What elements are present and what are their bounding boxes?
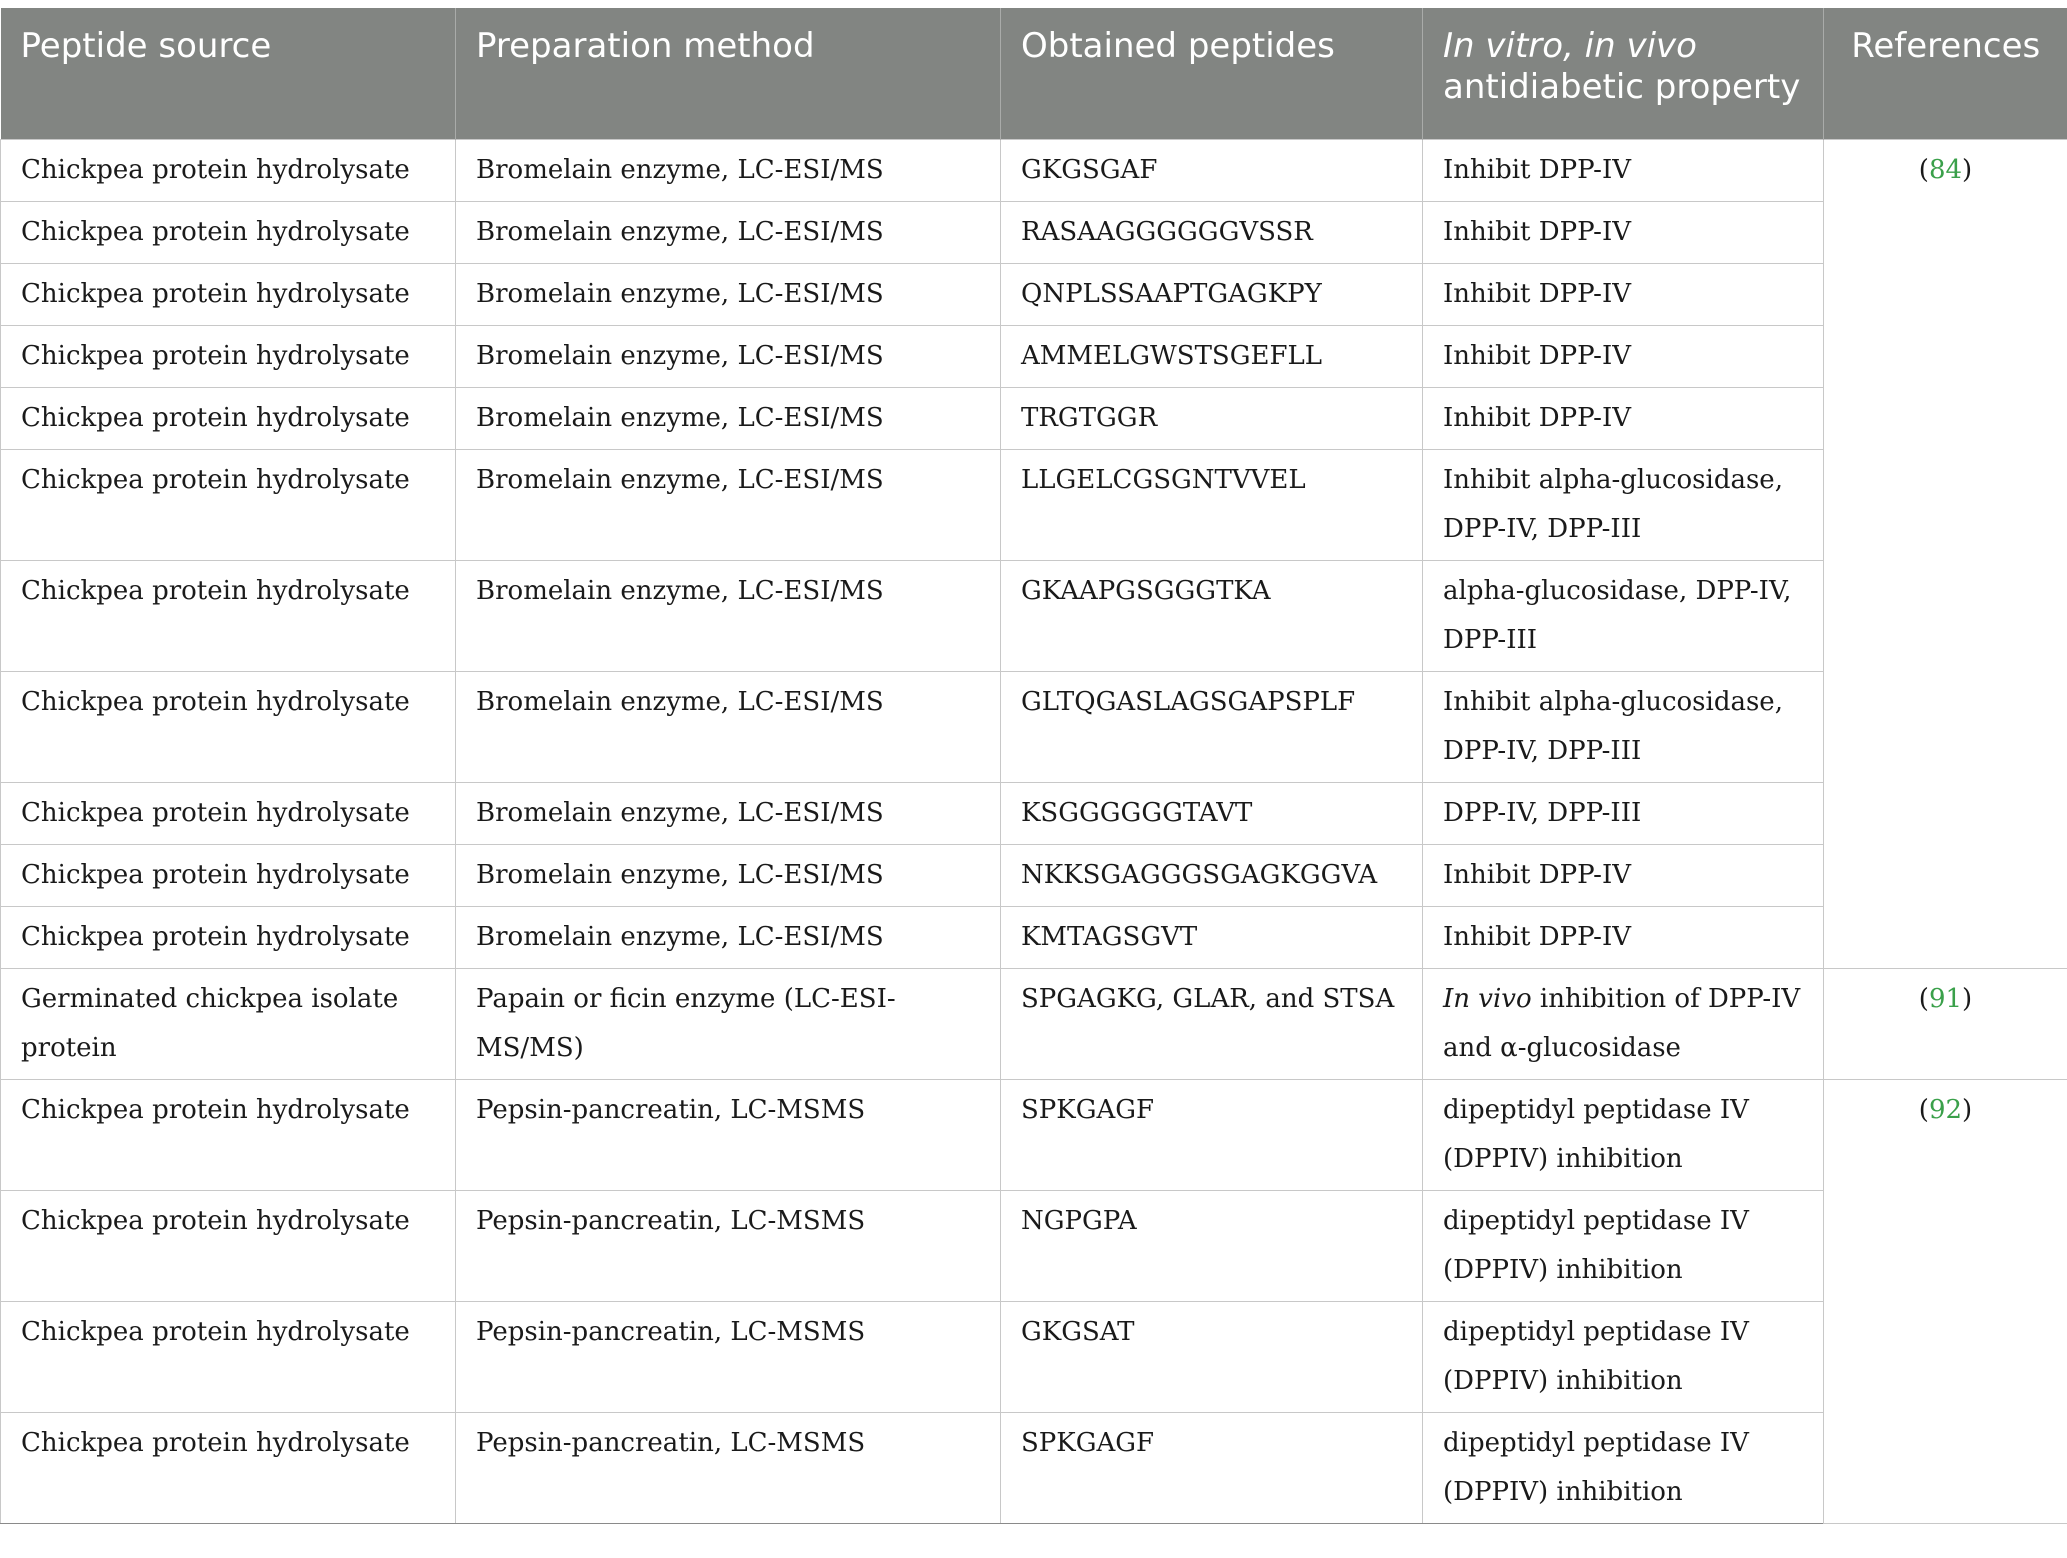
table-row	[1, 671, 2067, 782]
cell-source: Chickpea protein hydrolysate	[1, 263, 456, 325]
cell-source: Chickpea protein hydrolysate	[1, 906, 456, 968]
property-rest: inhibition of DPP-IV and α-glucosidase	[1443, 983, 1801, 1063]
table-row	[1, 906, 2067, 968]
table-row	[1, 560, 2067, 671]
cell-method: Bromelain enzyme, LC-ESI/MS	[456, 387, 1001, 449]
header-antidiabetic-property	[1423, 8, 1824, 139]
cell-peptide: TRGTGGR	[1001, 387, 1423, 449]
cell-peptide: GLTQGASLAGSGAPSPLF	[1001, 671, 1423, 782]
table-row	[1, 387, 2067, 449]
cell-peptide: AMMELGWSTSGEFLL	[1001, 325, 1423, 387]
cell-property: Inhibit DPP-IV	[1423, 325, 1824, 387]
cell-source: Chickpea protein hydrolysate	[1, 201, 456, 263]
table-header	[1, 8, 2067, 139]
cell-method: Bromelain enzyme, LC-ESI/MS	[456, 449, 1001, 560]
cell-property: dipeptidyl peptidase IV (DPPIV) inhibition	[1423, 1301, 1824, 1412]
table-row	[1, 449, 2067, 560]
cell-property: Inhibit DPP-IV	[1423, 906, 1824, 968]
cell-reference: (91)	[1824, 968, 2067, 1079]
cell-peptide: GKAAPGSGGGTKA	[1001, 560, 1423, 671]
cell-peptide: SPGAGKG, GLAR, and STSA	[1001, 968, 1423, 1079]
cell-peptide: NGPGPA	[1001, 1190, 1423, 1301]
cell-source: Chickpea protein hydrolysate	[1, 671, 456, 782]
cell-method: Bromelain enzyme, LC-ESI/MS	[456, 906, 1001, 968]
cell-property: DPP-IV, DPP-III	[1423, 782, 1824, 844]
reference-link[interactable]: 84	[1928, 154, 1963, 185]
table-row	[1, 1079, 2067, 1190]
cell-source: Chickpea protein hydrolysate	[1, 560, 456, 671]
header-references: References	[1824, 8, 2067, 139]
table-row	[1, 1190, 2067, 1301]
cell-reference: (84)	[1824, 139, 2067, 968]
header-property-italic: In vitro, in vivo	[1443, 26, 1697, 66]
table-row	[1, 1412, 2067, 1523]
header-peptide-source: Peptide source	[1, 8, 456, 139]
cell-method: Bromelain enzyme, LC-ESI/MS	[456, 263, 1001, 325]
cell-method: Pepsin-pancreatin, LC-MSMS	[456, 1301, 1001, 1412]
cell-source: Germinated chickpea isolate protein	[1, 968, 456, 1079]
cell-method: Bromelain enzyme, LC-ESI/MS	[456, 325, 1001, 387]
table-row	[1, 263, 2067, 325]
cell-source: Chickpea protein hydrolysate	[1, 1190, 456, 1301]
cell-method: Pepsin-pancreatin, LC-MSMS	[456, 1190, 1001, 1301]
cell-method: Papain or ficin enzyme (LC-ESI-MS/MS)	[456, 968, 1001, 1079]
cell-peptide: GKGSGAF	[1001, 139, 1423, 201]
cell-property: Inhibit DPP-IV	[1423, 263, 1824, 325]
cell-peptide: NKKSGAGGGSGAGKGGVA	[1001, 844, 1423, 906]
cell-method: Pepsin-pancreatin, LC-MSMS	[456, 1079, 1001, 1190]
cell-method: Bromelain enzyme, LC-ESI/MS	[456, 844, 1001, 906]
table-row	[1, 782, 2067, 844]
cell-method: Bromelain enzyme, LC-ESI/MS	[456, 201, 1001, 263]
header-preparation-method: Preparation method	[456, 8, 1001, 139]
cell-property: alpha-glucosidase, DPP-IV, DPP-III	[1423, 560, 1824, 671]
cell-source: Chickpea protein hydrolysate	[1, 1301, 456, 1412]
peptide-table	[0, 8, 2067, 1524]
cell-property: Inhibit DPP-IV	[1423, 387, 1824, 449]
cell-method: Bromelain enzyme, LC-ESI/MS	[456, 560, 1001, 671]
cell-property: dipeptidyl peptidase IV (DPPIV) inhibition	[1423, 1190, 1824, 1301]
cell-source: Chickpea protein hydrolysate	[1, 1079, 456, 1190]
table-row	[1, 201, 2067, 263]
cell-source: Chickpea protein hydrolysate	[1, 782, 456, 844]
cell-peptide: KMTAGSGVT	[1001, 906, 1423, 968]
cell-method: Bromelain enzyme, LC-ESI/MS	[456, 139, 1001, 201]
cell-reference: (92)	[1824, 1079, 2067, 1523]
cell-property: Inhibit alpha-glucosidase, DPP-IV, DPP-III	[1423, 671, 1824, 782]
cell-source: Chickpea protein hydrolysate	[1, 449, 456, 560]
reference-link[interactable]: 91	[1928, 983, 1963, 1014]
cell-source: Chickpea protein hydrolysate	[1, 1412, 456, 1523]
table-row	[1, 139, 2067, 201]
cell-method: Bromelain enzyme, LC-ESI/MS	[456, 671, 1001, 782]
cell-peptide: QNPLSSAAPTGAGKPY	[1001, 263, 1423, 325]
cell-property	[1423, 968, 1824, 1079]
table-body	[1, 139, 2067, 1523]
table-row	[1, 325, 2067, 387]
table-row	[1, 1301, 2067, 1412]
cell-source: Chickpea protein hydrolysate	[1, 387, 456, 449]
header-row	[1, 8, 2067, 139]
property-italic: In vivo	[1443, 983, 1532, 1014]
cell-property: Inhibit DPP-IV	[1423, 844, 1824, 906]
reference-link[interactable]: 92	[1928, 1094, 1963, 1125]
header-obtained-peptides: Obtained peptides	[1001, 8, 1423, 139]
cell-property: dipeptidyl peptidase IV (DPPIV) inhibition	[1423, 1079, 1824, 1190]
cell-peptide: SPKGAGF	[1001, 1079, 1423, 1190]
header-property-rest: antidiabetic property	[1443, 67, 1801, 107]
cell-source: Chickpea protein hydrolysate	[1, 844, 456, 906]
cell-peptide: SPKGAGF	[1001, 1412, 1423, 1523]
cell-property: Inhibit DPP-IV	[1423, 201, 1824, 263]
cell-method: Pepsin-pancreatin, LC-MSMS	[456, 1412, 1001, 1523]
cell-peptide: RASAAGGGGGGVSSR	[1001, 201, 1423, 263]
cell-property: Inhibit DPP-IV	[1423, 139, 1824, 201]
cell-peptide: KSGGGGGGTAVT	[1001, 782, 1423, 844]
table-row	[1, 968, 2067, 1079]
cell-method: Bromelain enzyme, LC-ESI/MS	[456, 782, 1001, 844]
table-row	[1, 844, 2067, 906]
cell-peptide: LLGELCGSGNTVVEL	[1001, 449, 1423, 560]
cell-source: Chickpea protein hydrolysate	[1, 325, 456, 387]
cell-peptide: GKGSAT	[1001, 1301, 1423, 1412]
cell-source: Chickpea protein hydrolysate	[1, 139, 456, 201]
cell-property: Inhibit alpha-glucosidase, DPP-IV, DPP-III	[1423, 449, 1824, 560]
cell-property: dipeptidyl peptidase IV (DPPIV) inhibition	[1423, 1412, 1824, 1523]
